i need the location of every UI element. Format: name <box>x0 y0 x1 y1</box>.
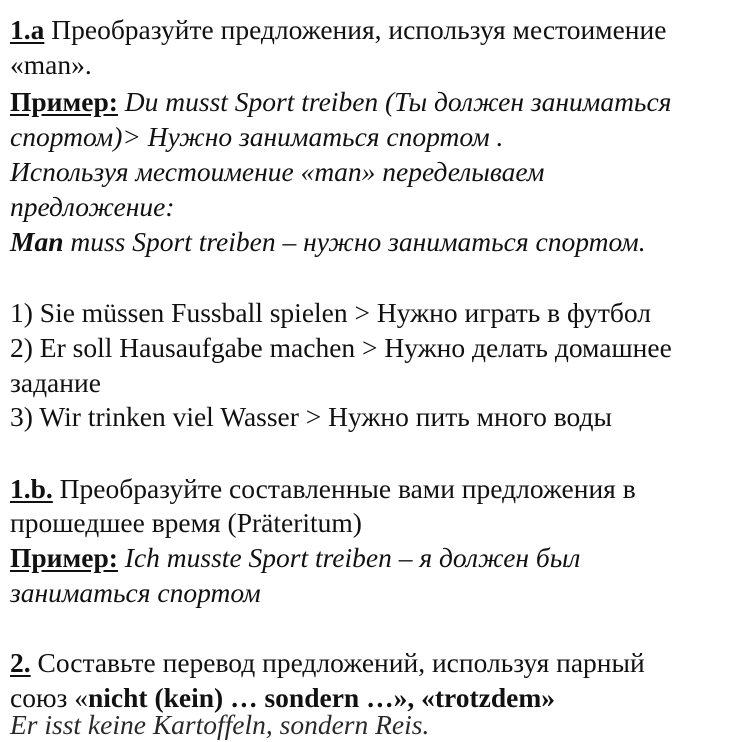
task-1b-number: 1.b. <box>10 473 53 504</box>
task-2-instruction-text: Составьте перевод предложений, используя парный <box>30 647 645 678</box>
task-1a-example-cont: спортом)> Нужно заниматься спортом . <box>10 121 504 152</box>
task-1b-instruction-text: Преобразуйте составленные вами предложения в <box>52 473 636 504</box>
task-1a-instruction <box>10 13 666 47</box>
task-1a-example <box>10 85 671 119</box>
task-1b-example-cont: заниматься спортом <box>10 577 261 608</box>
task-1b-instruction <box>10 472 636 506</box>
task-2-conjunction: nicht (kein) … sondern …», «trotzdem» <box>88 682 555 713</box>
task-2-number: 2. <box>10 647 31 678</box>
task-1a-result <box>10 225 646 259</box>
example-text: Du musst Sport treiben (Ты должен заниматься <box>117 86 672 117</box>
answer-3: 3) Wir trinken viel Wasser > Нужно пить много воды <box>10 401 612 432</box>
task-1a-explanation-cont: предложение: <box>10 191 175 222</box>
result-text: muss Sport treiben – нужно заниматься спортом. <box>63 226 646 257</box>
task-2-prefix: союз « <box>10 682 88 713</box>
task-2-example-cut: Er isst keine Kartoffeln, sondern Reis. <box>10 709 430 740</box>
task-1a-instruction-cont: «man». <box>10 49 92 80</box>
man-pronoun: Man <box>10 226 64 257</box>
task-2-instruction <box>10 646 645 680</box>
task-1b-instruction-cont: прошедшее время (Präteritum) <box>10 507 362 538</box>
answer-1: 1) Sie müssen Fussball spielen > Нужно играть в футбол <box>10 297 652 328</box>
example-label-1b: Пример: <box>10 542 118 573</box>
answer-2-cont: задание <box>10 367 101 398</box>
example-label: Пример: <box>10 86 118 117</box>
answer-2: 2) Er soll Hausaufgabe machen > Нужно делать домашнее <box>10 332 672 363</box>
task-1b-example <box>10 541 580 575</box>
task-1a-explanation: Используя местоимение «man» переделываем <box>10 156 545 187</box>
task-1a-number: 1.a <box>10 14 45 45</box>
example-text-1b: Ich musste Sport treiben – я должен был <box>117 542 581 573</box>
task-1a-instruction-text: Преобразуйте предложения, используя местоимение <box>44 14 667 45</box>
